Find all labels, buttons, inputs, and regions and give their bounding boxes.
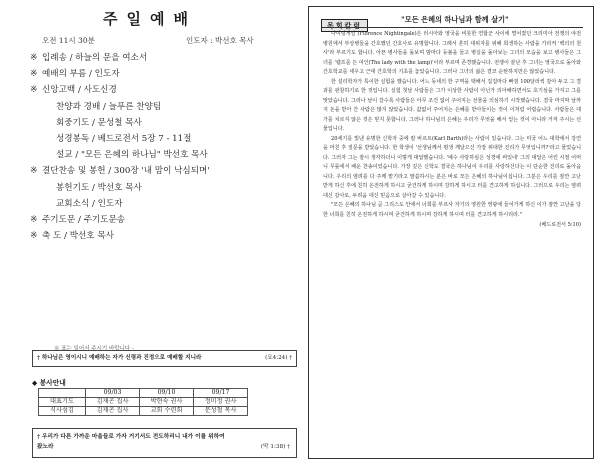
star-icon: ※ (30, 69, 38, 80)
column-paragraph: 20세기를 빛낸 유명한 신학자 중에 칼 바르트(Karl Barth)라는 사람이 있습니다. 그는 미국 어느 대학에서 강연을 마친 후 질문을 받았습니다. 한 학생이 '선생님께서 평생 깨달으신 가장 위대한 진리가 무엇입니까?'라고 물었습니다. 그러자 그는 잠시 생각하더니 이렇게 대답했습니다. '예수 사랑하심은 성경에 써있네' 그의 대답은 어린 시절 어머니 무릎에서 배운 찬송이었습니다. 가장 깊은 신학도 결국은 하나님이 우리를 사랑하신다는 이 단순한 진리로 돌아옵니다. 우리의 염려를 다 주께 맡기라고 말씀하시는 분은 바로 모든 은혜의 하나님이십니다. 그분은 우리를 잠깐 고난 받게 하신 후에 친히 온전하게 하시고 굳건하게 하시며 강하게 하시고 터를 견고하게 하십니다. 그러므로 우리는 염려 대신 감사로, 두려움 대신 믿음으로 살아갈 수 있습니다. (323, 135, 581, 199)
order-item: ※ 주기도문 / 주기도문송 (30, 212, 300, 228)
scripture-box (32, 350, 297, 367)
column-paragraph: 나이팅게일 (Florence Nightingale)은 러시아와 영국을 비롯한 연합군 사이에 벌어졌던 크리미아 전쟁의 야전 병원에서 부상병들을 간호했던 간호사로 유명합니다. 그래서 흔히 대위자를 위해 희생하는 사람을 가리켜 '백의의 천사'라 부르기도 합니다. 아픈 병사들을 돌보며 밤마다 등불을 들고 병실을 돌아보는 그녀의 모습을 보고 병사들은 그녀를 '램프를 든 여인(The lady with the lamp)'이라 부르며 존경했습니다. 전쟁이 끝난 후 그녀는 영국으로 돌아와 간호학교를 세우고 근대 간호학의 기초를 놓았습니다. 그러나 그녀의 삶은 결코 순탄하지만은 않았습니다. (323, 31, 581, 75)
star-icon: ※ (30, 214, 38, 225)
mission-verse-line1: † 우리가 다른 가까운 마을들로 가자 거기서도 전도하리니 내가 이를 위하여 (37, 434, 225, 440)
scripture-text: † 하나님은 영이시니 예배하는 자가 신령과 진정으로 예배할 지니라 (37, 355, 202, 361)
column-divider (321, 27, 583, 28)
order-item: 봉헌기도 / 박선호 목사 (56, 182, 142, 193)
order-item: ※ 입례송 / 하늘의 문을 여소서 (30, 50, 300, 66)
order-item: 찬양과 경배 / 늘푸른 찬양팀 (56, 101, 162, 112)
mission-verse-box (32, 428, 297, 458)
service-leader: 인도자 : 박선호 목사 (186, 36, 254, 45)
order-of-worship (30, 50, 300, 244)
order-item: ※ 축 도 / 박선호 목사 (30, 228, 300, 244)
order-item: ※ 신앙고백 / 사도신경 (30, 82, 300, 98)
service-time: 오전 11시 30분 (42, 36, 95, 45)
order-item: ※ 결단찬송 및 봉헌 / 300장 '내 맘이 낙심되며' (30, 163, 300, 179)
star-icon: ※ (30, 166, 38, 177)
table-row: 식사섬김 김재곤 집사 교회 수련회 문성철 목사 (39, 407, 248, 416)
order-item: 성경봉독 / 베드로전서 5장 7 - 11절 (56, 133, 192, 144)
pastoral-column-box (308, 6, 594, 459)
order-item: 설교 / "모든 은혜의 하나님" 박선호 목사 (56, 150, 208, 161)
table-header-row: 09/03 09/10 09/17 (39, 389, 248, 398)
column-tag: 목회칼럼 (321, 19, 368, 32)
scripture-reference: (요4:24) † (265, 355, 292, 361)
star-icon: ※ (30, 231, 38, 242)
service-duty-table (38, 388, 248, 416)
order-item: 교회소식 / 인도자 (56, 198, 123, 209)
mission-verse-reference: (막 1:38) † (260, 444, 290, 450)
column-title: "모든 은혜의 하나님과 함께 살기" (401, 15, 509, 24)
bulletin-title: 주일예배 (103, 10, 197, 28)
column-body (323, 30, 581, 456)
star-icon: ※ (30, 53, 38, 63)
order-item: ※ 예배의 부름 / 인도자 (30, 66, 300, 82)
column-paragraph: 한 설리학자가 특이한 실험을 했습니다. 어느 동네의 한 구역을 택해서 집집마다 빠짐 100달러씩 갚아 두고 그 결과를 관찰하기로 한 것입니다. 실험 첫날 사람들은 그가 이상한 사람이 아닌가 의아해하면서도 호기심을 가지고 그를 맞았습니다. 그러나 날이 갈수록 사람들은 아무 조건 없이 주어지는 선물을 의심하기 시작했습니다. 결국 마지막 날까지 돈을 받아 간 사람은 많지 않았습니다. 값없이 주어지는 은혜를 받아들이는 것이 이처럼 어렵습니다. 사람들은 대가를 치르지 않은 것은 믿지 못합니다. 그러나 하나님의 은혜는 우리가 무엇을 해서 얻는 것이 아니라 거저 주시는 선물입니다. (323, 78, 581, 132)
service-duty-heading: ◆ 봉사안내 (32, 379, 66, 387)
star-icon: ※ (30, 85, 38, 96)
column-header (321, 13, 368, 30)
column-paragraph: "모든 은혜의 하나님 곧 그리스도 안에서 너희를 부르사 자기의 영원한 영광에 들어가게 하신 이가 잠깐 고난을 당한 너희를 친히 온전하게 하시며 굳건하게 하시며 강하게 하시며 터를 견고하게 하시리라." (323, 202, 581, 218)
column-signature: (베드로전서 5:10) (539, 222, 581, 228)
table-row: 대표기도 김재곤 집사 박현숙 권사 정미정 권사 (39, 398, 248, 407)
mission-verse-line2: 왔노라 (37, 444, 54, 450)
standing-note: ※ 표는 일어서 주시기 바랍니다 - (54, 346, 134, 352)
order-item: 회중기도 / 문성철 목사 (56, 117, 142, 128)
